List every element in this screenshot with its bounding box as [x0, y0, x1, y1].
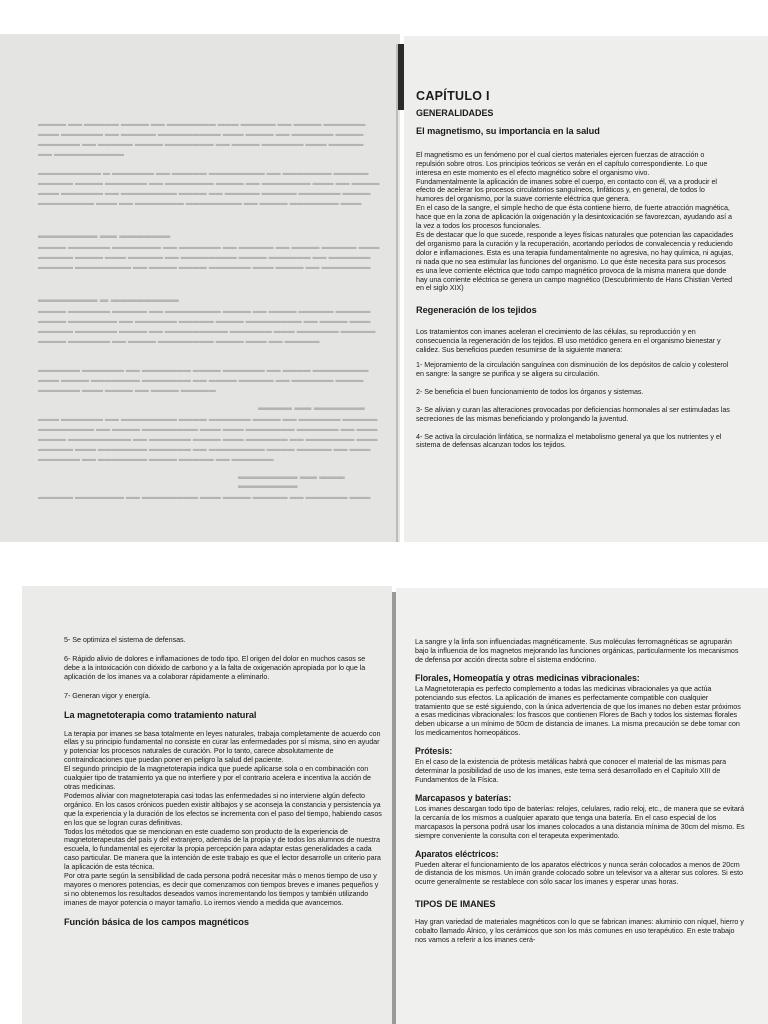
list-item: 5- Se optimiza el sistema de defensas. [64, 635, 186, 644]
paragraph: Los tratamientos con imanes aceleran el crecimiento de las células, su reproducción y en consecuencia la regeneración de los tejidos. El uso metódico genera en el organismo bienestar y calidez. Sus beneficios pueden resumirse de la siguiente manera: [416, 327, 721, 355]
list-item: 3- Se alivian y curan las alteraciones provocadas por deficiencias hormonales al ser estimuladas las secreciones de las mismas beneficiando y prolongando la juventud. [416, 404, 730, 423]
paragraph: Pueden alterar el funcionamiento de los aparatos eléctricos y nunca serán colocados a menos de 20cm de distancia de los mismos. Un imán grande colocado sobre un televisor va a alterar sus colores. Si esto ocurre generalmente se restablece con sólo sacar los imanes y esperar unas horas. [415, 859, 743, 887]
heading: El magnetismo, su importancia en la salud [416, 125, 600, 136]
heading: TIPOS DE IMANES [415, 899, 496, 910]
heading: Prótesis: [415, 746, 453, 757]
paragraph: En el caso de la existencia de prótesis metálicas habrá que conocer el material de las mismas para determinar la posibilidad de uso de los imanes, este tema será desarrollado en el Capítulo XIII de Fundamentos de la Física. [415, 757, 727, 784]
paragraph: Hay gran variedad de materiales magnéticos con lo que se fabrican imanes: aluminio con níquel, hierro y cobalto llamado Álnico, y los cerámicos que son los más comunes en uso terapéutico. En este trabajo nos vamos a referir a los imanes cerá- [415, 917, 744, 945]
list-item: 1- Mejoramiento de la circulación sanguínea con disminución de los depósitos de calcio y colesterol en sangre: la sangre se purifica y se aligera su circulación. [416, 360, 729, 378]
top-right-page [404, 36, 768, 542]
list-item: 7- Generan vigor y energía. [64, 690, 151, 700]
bottom-left-page [22, 586, 392, 1024]
paragraph: Por otra parte según la sensibilidad de cada persona podrá necesitar más o menos tiempo de uso y mayores o menores potencias, es decir que comenzamos con tiempos breves e imanes pequeños y si no obtenemos los resultados deseados vamos incrementando los tiempos y también utilizando imanes de mayor potencia o mayor tamaño. Lo iremos viendo a medida que avancemos. [64, 871, 379, 907]
paragraph: Es de destacar que lo que sucede, responde a leyes físicas naturales que potencian las capacidades del organismo para la curación y la recuperación, acortando períodos de convalecencia y reduciendo dolor e inflamaciones. Esta es una terapia fundamentalmente no agresiva, no hay química, ni agujas, ni nada que no sea estimular las funciones del organismo. Lo que éste necesita para sus procesos es una leve corriente eléctrica que todo campo magnético provoca de la misma manera que donde hay una corriente eléctrica se genera un campo magnético (Descubrimiento de Hans Chistian Verted en el siglo XIX) [416, 229, 734, 293]
paragraph: El segundo principio de la magnetoterapia indica que puede aplicarse sola o en combinación con cualquier tipo de tratamiento ya que no interfiere y por el contrario acelera e incentiva la acción de otras medicinas. [64, 764, 371, 791]
list-item: 4- Se activa la circulación linfática, se normaliza el metabolismo general ya que los nutrientes y el sistema de defensas alcanzan todos los tejidos. [416, 431, 722, 450]
text-column [64, 636, 382, 933]
paragraph: Los imanes descargan todo tipo de baterías: relojes, celulares, radio reloj, etc., de manera que se evitará la cercanía de los mismos a cualquier aparato que tenga una batería. En el caso especial de los marcapasos la persona podrá usar los imanes colocados a una distancia mínima de 30cm del mismo. Es siempre conveniente la consulta con el terapeuta experimentado. [415, 803, 745, 840]
chapter-title: CAPÍTULO I [416, 89, 490, 103]
heading: Florales, Homeopatía y otras medicinas vibracionales: [415, 672, 640, 683]
book-spine-shadow [396, 44, 398, 542]
text-column [416, 89, 734, 456]
heading: La magnetoterapia como tratamiento natural [64, 709, 257, 720]
paragraph: Fundamentalmente la aplicación de imanes sobre el cuerpo, en contacto con él, va a producir el efecto de acelerar los procesos circulatorios sanguíneos, linfáticos y, en general, de todos lo humores del organismo, por la suave corriente eléctrica que genera. [416, 176, 717, 204]
paragraph: El magnetismo es un fenómeno por el cual ciertos materiales ejercen fuerzas de atracción o repulsión sobre otros. Los principios teóricos se verán en el capítulo correspondiente. Lo que interesa en este momento es el efecto magnético sobre el organismo vivo. [416, 149, 708, 177]
paragraph: Podemos aliviar con magnetoterapia casi todas las enfermedades si no interviene algún defecto orgánico. En los casos crónicos pueden existir altibajos y se aconseja la constancia y persistencia ya que la experiencia y la duración de los efectos se incrementa con el paso del tiempo, habiendo casos en los que se logran curas definitivas. [64, 790, 382, 827]
section-title: GENERALIDADES [416, 107, 494, 118]
bleed-through-text: ▬▬▬▬ ▬▬ ▬▬▬▬▬ ▬▬▬▬ ▬▬ ▬▬▬▬▬▬▬ ▬▬▬ ▬▬▬▬▬ ▬▬ ▬▬▬▬ ▬▬▬▬▬▬ ▬▬▬ ▬▬▬▬▬▬ ▬▬ ▬▬▬▬▬ ▬▬▬▬▬▬▬▬▬ ▬▬▬ ▬▬▬▬ ▬▬ ▬▬▬▬▬▬ ▬▬▬▬ ▬▬▬▬▬▬ ▬▬ ▬▬▬▬▬ ▬▬▬▬ ▬▬▬▬▬▬▬ ▬▬ ▬▬▬▬ ▬▬▬▬▬▬ ▬▬▬ ▬▬▬▬▬ ▬▬ ▬▬▬▬▬▬▬▬▬▬ ▬▬▬▬▬▬▬▬▬ ▬ ▬▬▬▬▬▬ ▬▬ ▬▬▬▬▬ ▬▬▬▬▬▬▬▬ ▬▬ ▬▬▬▬▬▬▬ ▬▬▬▬▬ ▬▬▬▬▬ ▬▬▬▬ ▬▬▬▬▬▬ ▬▬ ▬▬▬▬▬▬▬ ▬▬▬▬ ▬▬ ▬▬▬▬▬▬▬ ▬▬▬ ▬▬ ▬▬▬▬ ▬▬▬ ▬▬▬▬▬▬ ▬▬ ▬▬▬▬▬▬▬▬ ▬▬▬▬ ▬▬ ▬▬▬▬▬ ▬▬▬▬▬ ▬▬▬▬▬▬ ▬▬▬▬ ▬▬▬▬▬▬▬▬ ▬▬▬ ▬▬ ▬▬▬▬▬▬▬ ▬▬▬▬▬▬▬▬ ▬▬ ▬▬▬▬ ▬▬▬▬▬▬▬ ▬▬▬ ▬▬▬▬▬▬▬ ▬▬ ▬▬▬▬▬▬ ▬▬▬▬ ▬▬▬▬▬▬ ▬▬▬▬▬▬▬ ▬▬ ▬▬▬▬▬▬ ▬▬ ▬▬▬▬▬ ▬▬ ▬▬▬▬ ▬▬▬▬▬ ▬▬▬ ▬▬▬▬▬ ▬▬▬▬ ▬▬▬ ▬▬▬▬▬ ▬▬ ▬▬▬▬▬▬▬▬ ▬▬▬▬ ▬▬▬▬▬▬ ▬▬ ▬▬▬▬▬▬ ▬▬▬▬▬ ▬▬▬▬▬▬▬▬ ▬▬ ▬▬▬▬ ▬▬▬▬ ▬▬▬▬▬▬ ▬▬▬ ▬▬▬▬ ▬▬ ▬▬▬▬▬▬▬ ▬▬▬▬▬▬▬ ▬ ▬▬▬▬▬▬▬▬ ▬▬▬▬ ▬▬▬▬▬▬ ▬▬▬▬▬ ▬▬ ▬▬▬▬▬▬▬▬ ▬▬▬▬ ▬▬ ▬▬▬▬ ▬▬▬▬▬ ▬▬▬▬▬ ▬▬▬▬ ▬▬▬▬▬▬▬ ▬▬ ▬▬▬▬▬▬ ▬▬▬▬▬ ▬▬▬▬ ▬▬▬▬▬▬▬▬ ▬▬ ▬▬▬▬ ▬▬▬ ▬▬▬▬▬ ▬▬▬▬▬▬ ▬▬▬▬ ▬▬ ▬▬▬▬▬▬▬▬▬ ▬▬▬▬▬▬ ▬▬▬ ▬▬▬▬▬▬ ▬▬▬▬▬ ▬▬▬▬ ▬▬▬▬▬▬ ▬▬ ▬▬▬▬ ▬▬▬▬▬▬▬▬ ▬▬▬▬ ▬▬▬ ▬▬ ▬▬▬▬▬ ▬▬▬▬▬▬ ▬▬▬▬▬▬ ▬▬ ▬▬▬▬▬▬▬ ▬▬▬▬ ▬▬▬▬▬▬ ▬▬ ▬▬▬▬ ▬▬▬▬▬▬▬▬ ▬▬▬ ▬▬▬▬ ▬▬▬▬▬▬▬ ▬▬▬▬▬▬▬ ▬▬ ▬▬▬▬ ▬▬▬▬▬ ▬▬ ▬▬▬▬▬▬ ▬▬▬▬ ▬▬▬▬▬▬ ▬▬▬ ▬▬▬▬ ▬▬ ▬▬▬▬ ▬▬▬▬▬ ▬▬▬▬ ▬▬ ▬▬▬▬▬▬ ▬▬▬ ▬▬▬▬▬▬ ▬▬ ▬▬▬▬▬▬▬▬ ▬▬▬▬ ▬▬▬▬▬▬ ▬▬▬▬ ▬▬ ▬▬▬▬▬▬ ▬▬▬▬▬ ▬▬▬▬▬▬▬▬ ▬▬ ▬▬▬▬ ▬▬▬▬▬▬▬▬ ▬▬▬ ▬▬▬ ▬▬▬▬▬▬▬ ▬▬▬▬▬▬ ▬▬ ▬▬▬ ▬▬▬▬ ▬▬▬▬▬▬▬▬▬ ▬▬ ▬▬▬▬▬▬ ▬▬▬▬ ▬▬▬ ▬▬▬▬▬▬ ▬▬ ▬▬▬▬▬▬▬ ▬▬▬ ▬▬▬▬▬ ▬▬▬ ▬▬▬▬▬▬▬ ▬▬▬▬▬▬ ▬▬ ▬▬▬▬▬▬▬▬ ▬▬▬▬ ▬▬▬▬▬ ▬▬ ▬▬▬ ▬▬▬▬▬▬ ▬▬ ▬▬▬▬▬▬▬ ▬▬▬▬ ▬▬▬▬▬ ▬▬ ▬▬▬▬▬▬ ▬▬▬▬▬▬▬ ▬▬ ▬▬▬ ▬▬▬▬▬▬▬ ▬▬▬▬▬ ▬▬▬▬▬▬▬ ▬▬ ▬▬▬▬▬▬▬▬ ▬▬▬ ▬▬▬▬ ▬▬▬▬▬ ▬▬ ▬▬▬▬▬▬ ▬▬▬ [38, 121, 380, 501]
top-left-page [0, 34, 400, 542]
paragraph: La Magnetoterapia es perfecto complemento a todas las medicinas vibracionales ya que actúa potenciando sus efectos. La aplicación de imanes es perfectamente compatible con cualquier tratamiento que se esté siguiendo, con la única advertencia de que los imanes no deben estar próximos a esas medicinas vibracionales: los frascos que contienen Flores de Bach y todos los sistemas florales deben ubicarse a un mínimo de 50cm de distancia de imanes. La misma precaución se debe tomar con los medicamentos homeopáticos. [415, 683, 741, 738]
bottom-right-page [396, 588, 768, 1024]
list-item: 2- Se beneficia el buen funcionamiento de todos los órganos y sistemas. [416, 386, 644, 396]
bottom-scan [0, 548, 768, 1024]
list-item: 6- Rápido alivio de dolores e inflamaciones de todo tipo. El origen del dolor en muchos casos se debe a la intoxicación con dióxido de carbono y a la falta de oxigenación apropiada por lo que la aplicación de los imanes va a colaborar rápidamente a eliminarlo. [64, 653, 366, 681]
heading: Marcapasos y baterías: [415, 792, 512, 803]
heading: Aparatos eléctricos: [415, 848, 499, 859]
text-column [415, 638, 745, 951]
paragraph: La sangre y la linfa son influenciadas magnéticamente. Sus moléculas ferromagnéticas se agruparán bajo la influencia de los magnetos mejorando las funciones orgánicas, particularmente los mecanismos de defensa por acción directa sobre el sistema endócrino. [415, 637, 739, 664]
paragraph: En el caso de la sangre, el simple hecho de que ésta contiene hierro, de fuerte atracción magnética, hace que en la zona de aplicación la oxigenación y la desintoxicación se favorezcan, ayudando así a la vez a todos los procesos funcionales. [416, 203, 732, 231]
paragraph: La terapia por imanes se basa totalmente en leyes naturales, trabaja completamente de acuerdo con ellas y su principio fundamental no consiste en curar las enfermedades por sí misma, sino en ayudar y potenciar los procesos naturales de curación. Por lo tanto, carece absolutamente de contraindicaciones que puedan poner en peligro la salud del paciente. [64, 728, 381, 765]
heading: Regeneración de los tejidos [416, 305, 537, 316]
heading: Función básica de los campos magnéticos [64, 916, 249, 927]
paragraph: Todos los métodos que se mencionan en este cuaderno son producto de la experiencia de magnetoterapeutas del país y del extranjero, además de la propia y de todos los alumnos de nuestra escuela, lo fundamental es ejercitar la propia percepción para adaptar estas generalidades a cada caso particular. De manera que la intención de este trabajo es que el lector desarrolle un criterio para la aplicación de esta técnica. [64, 826, 381, 872]
